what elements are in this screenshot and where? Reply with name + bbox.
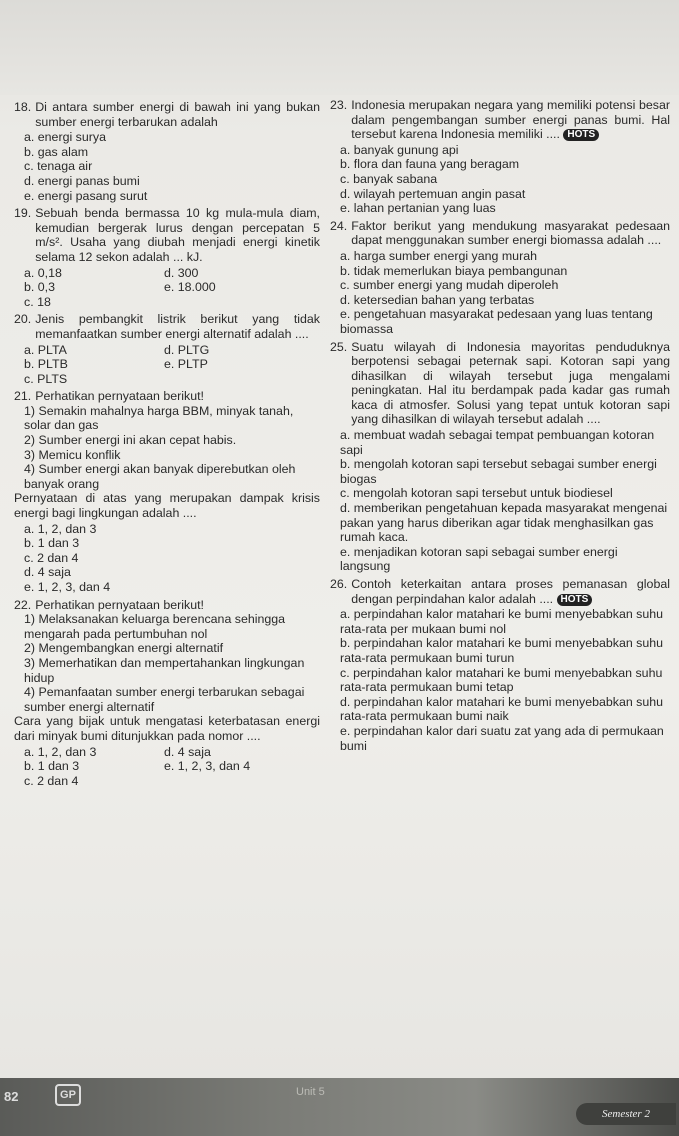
option-d[interactable]: d. 4 saja [164,744,211,759]
statement-3: 3) Memicu konflik [24,447,121,462]
statement-3: 3) Memerhatikan dan mempertahankan lingkungan hidup [24,655,305,685]
option-list [330,607,670,753]
question-text: Di antara sumber energi di bawah ini yang bukan sumber energi terbarukan adalah [35,100,320,129]
option-c[interactable]: c. sumber energi yang mudah diperoleh [340,278,559,293]
option-list [14,343,320,387]
question-24 [330,219,670,337]
option-d[interactable]: d. 300 [164,265,199,280]
question-text: Indonesia merupakan negara yang memiliki potensi besar dalam pengembangan sumber energi panas bumi. Hal tersebut karena Indonesia memiliki .... [351,98,670,142]
question-number: 22. [14,597,32,612]
question-number: 26. [330,577,348,591]
statement-4: 4) Sumber energi akan banyak diperebutkan oleh banyak orang [24,462,296,491]
option-list [14,745,320,789]
option-b[interactable]: b. 1 dan 3 [24,536,80,551]
question-23 [330,98,670,216]
page-number: 82 [4,1089,19,1104]
option-d[interactable]: d. wilayah pertemuan angin pasat [340,186,526,201]
option-b[interactable]: b. tidak memerlukan biaya pembangunan [340,263,568,278]
option-b[interactable]: b. 1 dan 3 [24,759,80,774]
question-number: 23. [330,98,348,112]
option-d[interactable]: d. 4 saja [24,565,71,580]
option-a[interactable]: a. 0,18 [24,265,62,280]
question-text: Jenis pembangkit listrik berikut yang tidak memanfaatkan sumber energi alternatif adalah .... [35,312,320,341]
option-c[interactable]: c. 2 dan 4 [24,773,79,788]
publisher-logo-icon: GP [55,1084,81,1106]
option-b[interactable]: b. PLTB [24,357,68,372]
question-stem: Pernyataan di atas yang merupakan dampak krisis energi bagi lingkungan adalah .... [14,491,320,521]
footer-unit-label: Unit 5 [296,1086,325,1098]
option-e[interactable]: e. perpindahan kalor dari suatu zat yang ada di permukaan bumi [340,723,664,753]
option-d[interactable]: d. perpindahan kalor matahari ke bumi menyebabkan suhu rata-rata permukaan bumi naik [340,694,664,724]
right-column [330,98,670,753]
question-text: Contoh keterkaitan antara proses pemanasan global dengan perpindahan kalor adalah .... [351,577,670,606]
question-20 [14,312,320,386]
option-list [14,266,320,310]
question-number: 21. [14,389,32,404]
option-d[interactable]: d. memberikan pengetahuan kepada masyarakat mengenai pakan yang harus diberikan agar tidak menghasilkan gas rumah kaca. [340,501,668,545]
left-column [14,100,320,788]
option-a[interactable]: a. energi surya [24,130,106,145]
option-c[interactable]: c. 2 dan 4 [24,550,79,565]
option-a[interactable]: a. perpindahan kalor matahari ke bumi menyebabkan suhu rata-rata per mukaan bumi nol [340,607,664,636]
question-19 [14,206,320,309]
option-e[interactable]: e. lahan pertanian yang luas [340,201,496,216]
statement-list [14,404,320,492]
option-c[interactable]: c. PLTS [24,371,68,386]
option-d[interactable]: d. energi panas bumi [24,173,140,188]
option-a[interactable]: a. harga sumber energi yang murah [340,248,537,263]
option-a[interactable]: a. 1, 2, dan 3 [24,744,97,759]
option-c[interactable]: c. mengolah kotoran sapi tersebut untuk biodiesel [340,486,613,501]
question-number: 20. [14,312,32,327]
statement-2: 2) Mengembangkan energi alternatif [24,641,224,656]
question-text: Sebuah benda bermassa 10 kg mula-mula diam, kemudian bergerak lurus dengan percepatan 5 m/s². Usaha yang diubah menjadi energi kinetik selama 12 sekon adalah ... kJ. [35,206,320,264]
question-21 [14,389,320,594]
question-stem: Cara yang bijak untuk mengatasi keterbatasan energi dari minyak bumi ditunjukkan pada nomor .... [14,714,320,743]
option-c[interactable]: c. banyak sabana [340,171,438,186]
option-b[interactable]: b. perpindahan kalor matahari ke bumi menyebabkan suhu rata-rata permukaan bumi turun [340,636,664,665]
option-list [330,428,670,574]
statement-2: 2) Sumber energi ini akan cepat habis. [24,433,237,448]
question-text: Faktor berikut yang mendukung masyarakat pedesaan dapat menggunakan sumber energi biomassa adalah .... [351,218,670,248]
statement-1: 1) Semakin mahalnya harga BBM, minyak tanah, solar dan gas [24,403,294,433]
option-e[interactable]: e. PLTP [164,357,208,372]
option-e[interactable]: e. menjadikan kotoran sapi sebagai sumber energi langsung [340,544,618,574]
question-26 [330,577,670,753]
option-a[interactable]: a. membuat wadah sebagai tempat pembuangan kotoran sapi [340,428,655,457]
page-fold-shadow [0,0,679,95]
option-list [14,130,320,203]
statement-1: 1) Melaksanakan keluarga berencana sehingga mengarah pada pertumbuhan nol [24,612,286,641]
question-25 [330,340,670,575]
option-b[interactable]: b. mengolah kotoran sapi tersebut sebagai sumber energi biogas [340,457,657,486]
question-number: 18. [14,100,32,114]
option-a[interactable]: a. 1, 2, dan 3 [24,521,97,536]
option-b[interactable]: b. flora dan fauna yang beragam [340,157,520,172]
question-text: Perhatikan pernyataan berikut! [35,389,204,404]
option-b[interactable]: b. gas alam [24,144,89,159]
option-e[interactable]: e. 1, 2, 3, dan 4 [164,759,251,774]
question-text: Perhatikan pernyataan berikut! [35,597,204,612]
option-list [330,143,670,216]
option-c[interactable]: c. 18 [24,294,51,309]
option-list [14,522,320,595]
question-18 [14,100,320,203]
question-number: 19. [14,206,32,221]
option-e[interactable]: e. pengetahuan masyarakat pedesaan yang luas tentang biomassa [340,307,653,336]
option-a[interactable]: a. banyak gunung api [340,142,459,157]
semester-label: Semester 2 [576,1103,676,1125]
option-e[interactable]: e. energi pasang surut [24,188,148,203]
option-a[interactable]: a. PLTA [24,342,67,357]
question-22 [14,598,320,789]
option-list [330,249,670,337]
option-e[interactable]: e. 1, 2, 3, dan 4 [24,580,111,594]
option-c[interactable]: c. perpindahan kalor matahari ke bumi menyebabkan suhu rata-rata permukaan bumi tetap [340,665,663,695]
statement-4: 4) Pemanfaatan sumber energi terbarukan sebagai sumber energi alternatif [24,685,305,714]
hots-badge: HOTS [563,129,599,141]
option-d[interactable]: d. PLTG [164,342,210,357]
question-number: 25. [330,339,348,354]
question-text: Suatu wilayah di Indonesia mayoritas penduduknya berpotensi sebagai peternak sapi. Kotoran sapi yang dihasilkan di wilayah tersebut juga mengalami peningkatan. Hal itu berdampak pada kadar gas rumah kaca di atmosfer. Solusi yang tepat untuk kotoran sapi yang dihasilkan di wilayah tersebut adalah .... [351,339,670,427]
option-c[interactable]: c. tenaga air [24,159,93,174]
hots-badge: HOTS [557,594,593,606]
option-e[interactable]: e. 18.000 [164,280,216,295]
statement-list [14,612,320,714]
question-number: 24. [330,218,348,233]
option-d[interactable]: d. ketersedian bahan yang terbatas [340,292,535,307]
option-b[interactable]: b. 0,3 [24,280,56,295]
